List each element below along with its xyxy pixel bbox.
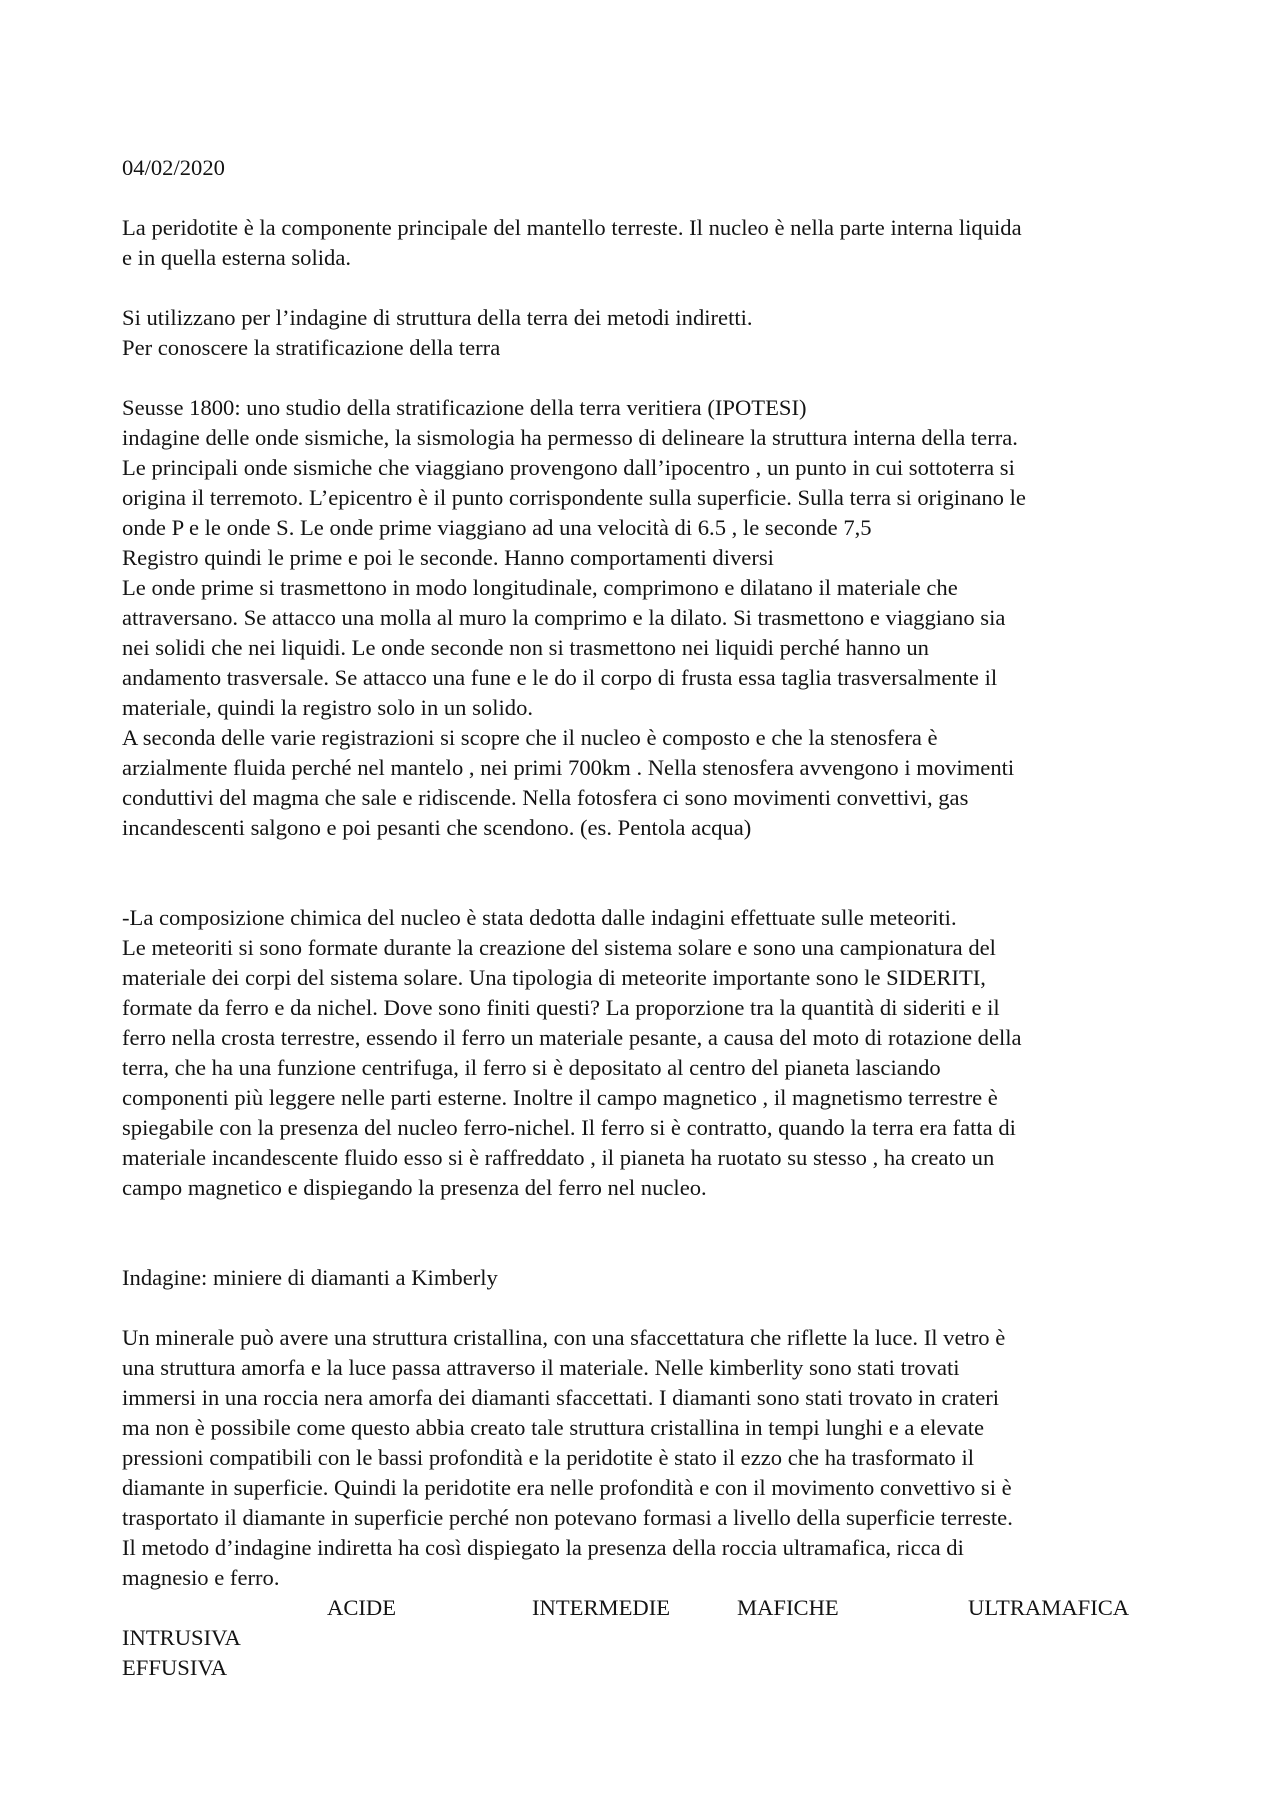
text-line: A seconda delle varie registrazioni si scopre che il nucleo è composto e che la stenosfera è <box>122 725 938 750</box>
text-line: materiale incandescente fluido esso si è raffreddato , il pianeta ha ruotato su stesso , ha creato un <box>122 1145 995 1170</box>
column-header: INTERMEDIE <box>532 1595 671 1620</box>
text-line: conduttivi del magma che sale e ridiscende. Nella fotosfera ci sono movimenti convettivi, gas <box>122 785 969 810</box>
heading-kimberly: Indagine: miniere di diamanti a Kimberly <box>122 1265 498 1290</box>
text-line: incandescenti salgono e poi pesanti che scendono. (es. Pentola acqua) <box>122 815 752 840</box>
text-line: diamante in superficie. Quindi la peridotite era nelle profondità e con il movimento convettivo si è <box>122 1475 1012 1500</box>
text-line: ferro nella crosta terrestre, essendo il ferro un materiale pesante, a causa del moto di rotazione della <box>122 1025 1022 1050</box>
text-line: La peridotite è la componente principale del mantello terreste. Il nucleo è nella parte interna liquida <box>122 215 1022 240</box>
paragraph-meteorites <box>122 903 1174 1203</box>
text-line: una struttura amorfa e la luce passa attraverso il materiale. Nelle kimberlity sono stati trovati <box>122 1355 960 1380</box>
text-line: pressioni compatibili con le bassi profondità e la peridotite è stato il ezzo che ha trasformato il <box>122 1445 975 1470</box>
text-line: attraversano. Se attacco una molla al muro la comprimo e la dilato. Si trasmettono e viaggiano sia <box>122 605 1006 630</box>
rock-classification-table <box>122 1593 1174 1683</box>
date: 04/02/2020 <box>122 155 225 180</box>
text-line: ma non è possibile come questo abbia creato tale struttura cristallina in tempi lunghi e a elevate <box>122 1415 985 1440</box>
column-header: MAFICHE <box>737 1595 839 1620</box>
text-line: campo magnetico e dispiegando la presenza del ferro nel nucleo. <box>122 1175 707 1200</box>
paragraph-seismic-waves <box>122 393 1174 843</box>
text-line: spiegabile con la presenza del nucleo ferro-nichel. Il ferro si è contratto, quando la terra era fatta di <box>122 1115 1016 1140</box>
text-line: immersi in una roccia nera amorfa dei diamanti sfaccettati. I diamanti sono stati trovato in crateri <box>122 1385 1000 1410</box>
text-line: Seusse 1800: uno studio della stratificazione della terra veritiera (IPOTESI) <box>122 395 807 420</box>
text-line: trasportato il diamante in superficie perché non potevano formasi a livello della superficie terreste. <box>122 1505 1013 1530</box>
text-line: Si utilizzano per l’indagine di struttura della terra dei metodi indiretti. <box>122 305 753 330</box>
text-line: Le meteoriti si sono formate durante la creazione del sistema solare e sono una campionatura del <box>122 935 996 960</box>
paragraph-mantle <box>122 213 1174 273</box>
text-line: Le principali onde sismiche che viaggiano provengono dall’ipocentro , un punto in cui sottoterra si <box>122 455 1015 480</box>
paragraph-indirect-methods <box>122 303 1174 363</box>
text-line: onde P e le onde S. Le onde prime viaggiano ad una velocità di 6.5 , le seconde 7,5 <box>122 515 872 540</box>
text-line: andamento trasversale. Se attacco una fune e le do il corpo di frusta essa taglia trasversalmente il <box>122 665 998 690</box>
text-line: formate da ferro e da nichel. Dove sono finiti questi? La proporzione tra la quantità di sideriti e il <box>122 995 1000 1020</box>
text-line: magnesio e ferro. <box>122 1565 280 1590</box>
paragraph-diamonds <box>122 1323 1174 1593</box>
text-line: e in quella esterna solida. <box>122 245 351 270</box>
column-header: ACIDE <box>327 1595 397 1620</box>
text-line: terra, che ha una funzione centrifuga, il ferro si è depositato al centro del pianeta lasciando <box>122 1055 941 1080</box>
text-line: indagine delle onde sismiche, la sismologia ha permesso di delineare la struttura interna della terra. <box>122 425 1018 450</box>
text-line: materiale dei corpi del sistema solare. Una tipologia di meteorite importante sono le SIDERITI, <box>122 965 986 990</box>
column-header: ULTRAMAFICA <box>968 1595 1130 1620</box>
text-line: Il metodo d’indagine indiretta ha così dispiegato la presenza della roccia ultramafica, ricca di <box>122 1535 964 1560</box>
text-line: Le onde prime si trasmettono in modo longitudinale, comprimono e dilatano il materiale che <box>122 575 958 600</box>
text-line: Registro quindi le prime e poi le seconde. Hanno comportamenti diversi <box>122 545 774 570</box>
document-page <box>122 153 1174 1683</box>
text-line: origina il terremoto. L’epicentro è il punto corrispondente sulla superficie. Sulla terra si originano le <box>122 485 1026 510</box>
row-header: INTRUSIVA <box>122 1625 241 1650</box>
text-line: Un minerale può avere una struttura cristallina, con una sfaccettatura che riflette la luce. Il vetro è <box>122 1325 1006 1350</box>
text-line: nei solidi che nei liquidi. Le onde seconde non si trasmettono nei liquidi perché hanno un <box>122 635 929 660</box>
text-line: -La composizione chimica del nucleo è stata dedotta dalle indagini effettuate sulle meteoriti. <box>122 905 957 930</box>
text-line: materiale, quindi la registro solo in un solido. <box>122 695 534 720</box>
text-line: arzialmente fluida perché nel mantelo , nei primi 700km . Nella stenosfera avvengono i movimenti <box>122 755 1015 780</box>
text-line: Per conoscere la stratificazione della terra <box>122 335 501 360</box>
row-header: EFFUSIVA <box>122 1655 228 1680</box>
text-line: componenti più leggere nelle parti esterne. Inoltre il campo magnetico , il magnetismo terrestre è <box>122 1085 998 1110</box>
